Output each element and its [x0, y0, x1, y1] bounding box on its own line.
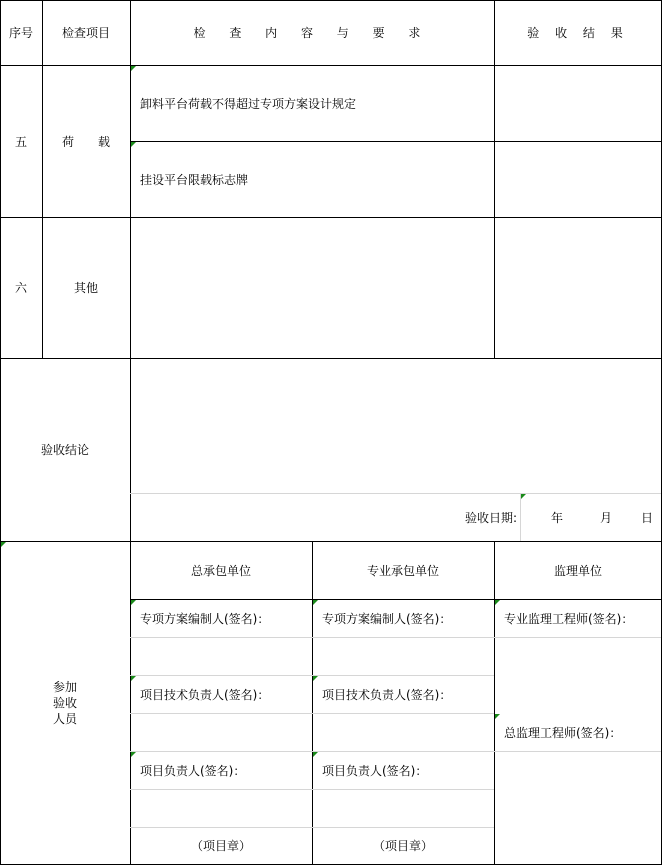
section-5-name: 荷 载 — [61, 134, 110, 149]
section-5-row-1: 卸料平台荷载不得超过专项方案设计规定 — [140, 96, 357, 111]
section-5-row-2: 挂设平台限载标志牌 — [140, 172, 249, 187]
section-6-result[interactable] — [494, 217, 662, 358]
column-supervision: 监理单位 — [553, 563, 602, 578]
general-tech-lead-sign[interactable]: 项目技术负责人(签名)： — [140, 687, 270, 702]
comment-marker — [521, 494, 526, 499]
sig-line-3 — [130, 713, 494, 714]
section-6-name: 其他 — [73, 281, 98, 295]
header-result: 验 收 结 果 — [527, 26, 629, 40]
column-general-contractor: 总承包单位 — [190, 563, 251, 578]
general-plan-author-sign[interactable]: 专项方案编制人(签名)： — [140, 611, 270, 626]
specialty-plan-author-sign[interactable]: 专项方案编制人(签名)： — [322, 611, 452, 626]
header-content: 检 查 内 容 与 要 求 — [193, 26, 431, 40]
date-cell-divider — [520, 493, 521, 541]
acceptance-date-label: 验收日期: — [464, 510, 517, 525]
section-5-no: 五 — [14, 134, 27, 149]
participants-label-line-2: 验收 — [52, 695, 77, 710]
participants-label — [0, 541, 130, 864]
sig-line-5 — [130, 789, 494, 790]
participants-label-line-1: 参加 — [52, 679, 77, 694]
date-day: 日 — [641, 510, 654, 525]
general-project-manager-sign[interactable]: 项目负责人(签名)： — [140, 763, 246, 778]
conclusion-text-area[interactable] — [130, 358, 662, 493]
chief-supervisor-sign[interactable]: 总监理工程师(签名)： — [504, 725, 622, 740]
section-6-content[interactable] — [130, 217, 494, 358]
header-seq: 序号 — [8, 26, 33, 40]
supervisor-engineer-sign[interactable]: 专业监理工程师(签名)： — [504, 611, 634, 626]
participants-label-line-3: 人员 — [52, 711, 77, 726]
conclusion-label: 验收结论 — [40, 443, 89, 457]
specialty-tech-lead-sign[interactable]: 项目技术负责人(签名)： — [322, 687, 452, 702]
date-year: 年 — [551, 510, 564, 525]
section-5-result-2[interactable] — [494, 141, 662, 217]
specialty-project-manager-sign[interactable]: 项目负责人(签名)： — [322, 763, 428, 778]
sup-line-1 — [494, 637, 661, 638]
specialty-project-seal: （项目章） — [372, 839, 433, 853]
border-bottom — [0, 864, 662, 865]
general-project-seal: （项目章） — [190, 839, 251, 853]
section-6-no: 六 — [14, 281, 27, 295]
sup-line-2 — [494, 751, 661, 752]
header-item: 检查项目 — [61, 26, 110, 40]
sig-line-1 — [130, 637, 494, 638]
date-month: 月 — [600, 510, 613, 525]
column-specialty-contractor: 专业承包单位 — [366, 563, 439, 578]
section-5-result-1[interactable] — [494, 65, 662, 141]
